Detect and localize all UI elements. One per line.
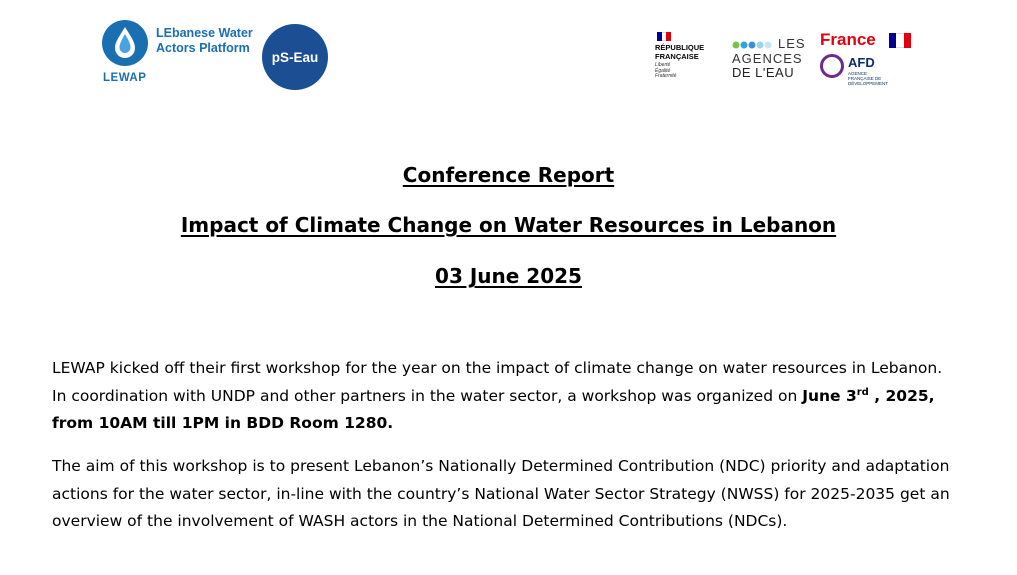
report-subtitle: Impact of Climate Change on Water Resources in Lebanon [180, 213, 837, 237]
report-date: 03 June 2025 [435, 264, 582, 288]
french-flag-icon [889, 33, 911, 48]
pseau-label: pS-Eau [271, 49, 319, 65]
lewap-name-line2: Actors Platform [156, 41, 250, 55]
afd-label: AFD [848, 55, 875, 70]
republique-text [655, 43, 717, 61]
water-dots-icon [732, 40, 772, 50]
republique-line1: RÉPUBLIQUE [655, 43, 705, 52]
motto-line2: Égalité [655, 67, 671, 74]
republique-line2: FRANÇAISE [655, 52, 699, 61]
afd-circle-icon [820, 54, 844, 78]
agences-de-leau-logo [730, 36, 815, 86]
marianne-icon [657, 32, 671, 41]
intro-paragraph [52, 355, 952, 438]
agences-line3: DE L'EAU [732, 65, 795, 80]
aim-paragraph: The aim of this workshop is to present Lebanon’s Nationally Determined Contribution (NDC) priority and adaptation actions for the water sector, in-line with the country’s National Water Sector Strategy (NWSS) for 2025-2035 get an overview of the involvement of WASH actors in the National Determined Contributions (NDCs). [52, 457, 950, 530]
report-title: Conference Report [402, 163, 615, 187]
lewap-acronym: LEWAP [103, 72, 147, 84]
lewap-name [156, 26, 253, 56]
republique-motto [655, 63, 717, 80]
france-word: France [820, 30, 876, 49]
pseau-logo [262, 24, 328, 90]
water-drop-icon [100, 18, 150, 68]
france-afd-logo [818, 30, 918, 85]
motto-line1: Liberté [655, 62, 671, 68]
intro-text: LEWAP kicked off their first workshop for the year on the impact of climate change on water resources in Lebanon. In coordination with UNDP and other partners in the water sector, a workshop was organized on [52, 359, 943, 405]
agences-line2: AGENCES [732, 51, 803, 66]
workshop-time-location-bold: , 2025, from 10AM till 1PM in BDD Room 1280. [52, 386, 935, 432]
date-ordinal-suffix: rd [856, 386, 869, 398]
motto-line3: Fraternité [655, 73, 677, 79]
lewap-logo [100, 18, 260, 88]
lewap-name-line1: LEbanese Water [156, 26, 253, 40]
republique-francaise-logo [655, 32, 717, 86]
agences-les: LES [778, 36, 806, 51]
workshop-date-bold: June 3 [802, 386, 857, 405]
afd-subtitle: AGENCE FRANÇAISE DE DÉVELOPPEMENT [848, 71, 889, 86]
